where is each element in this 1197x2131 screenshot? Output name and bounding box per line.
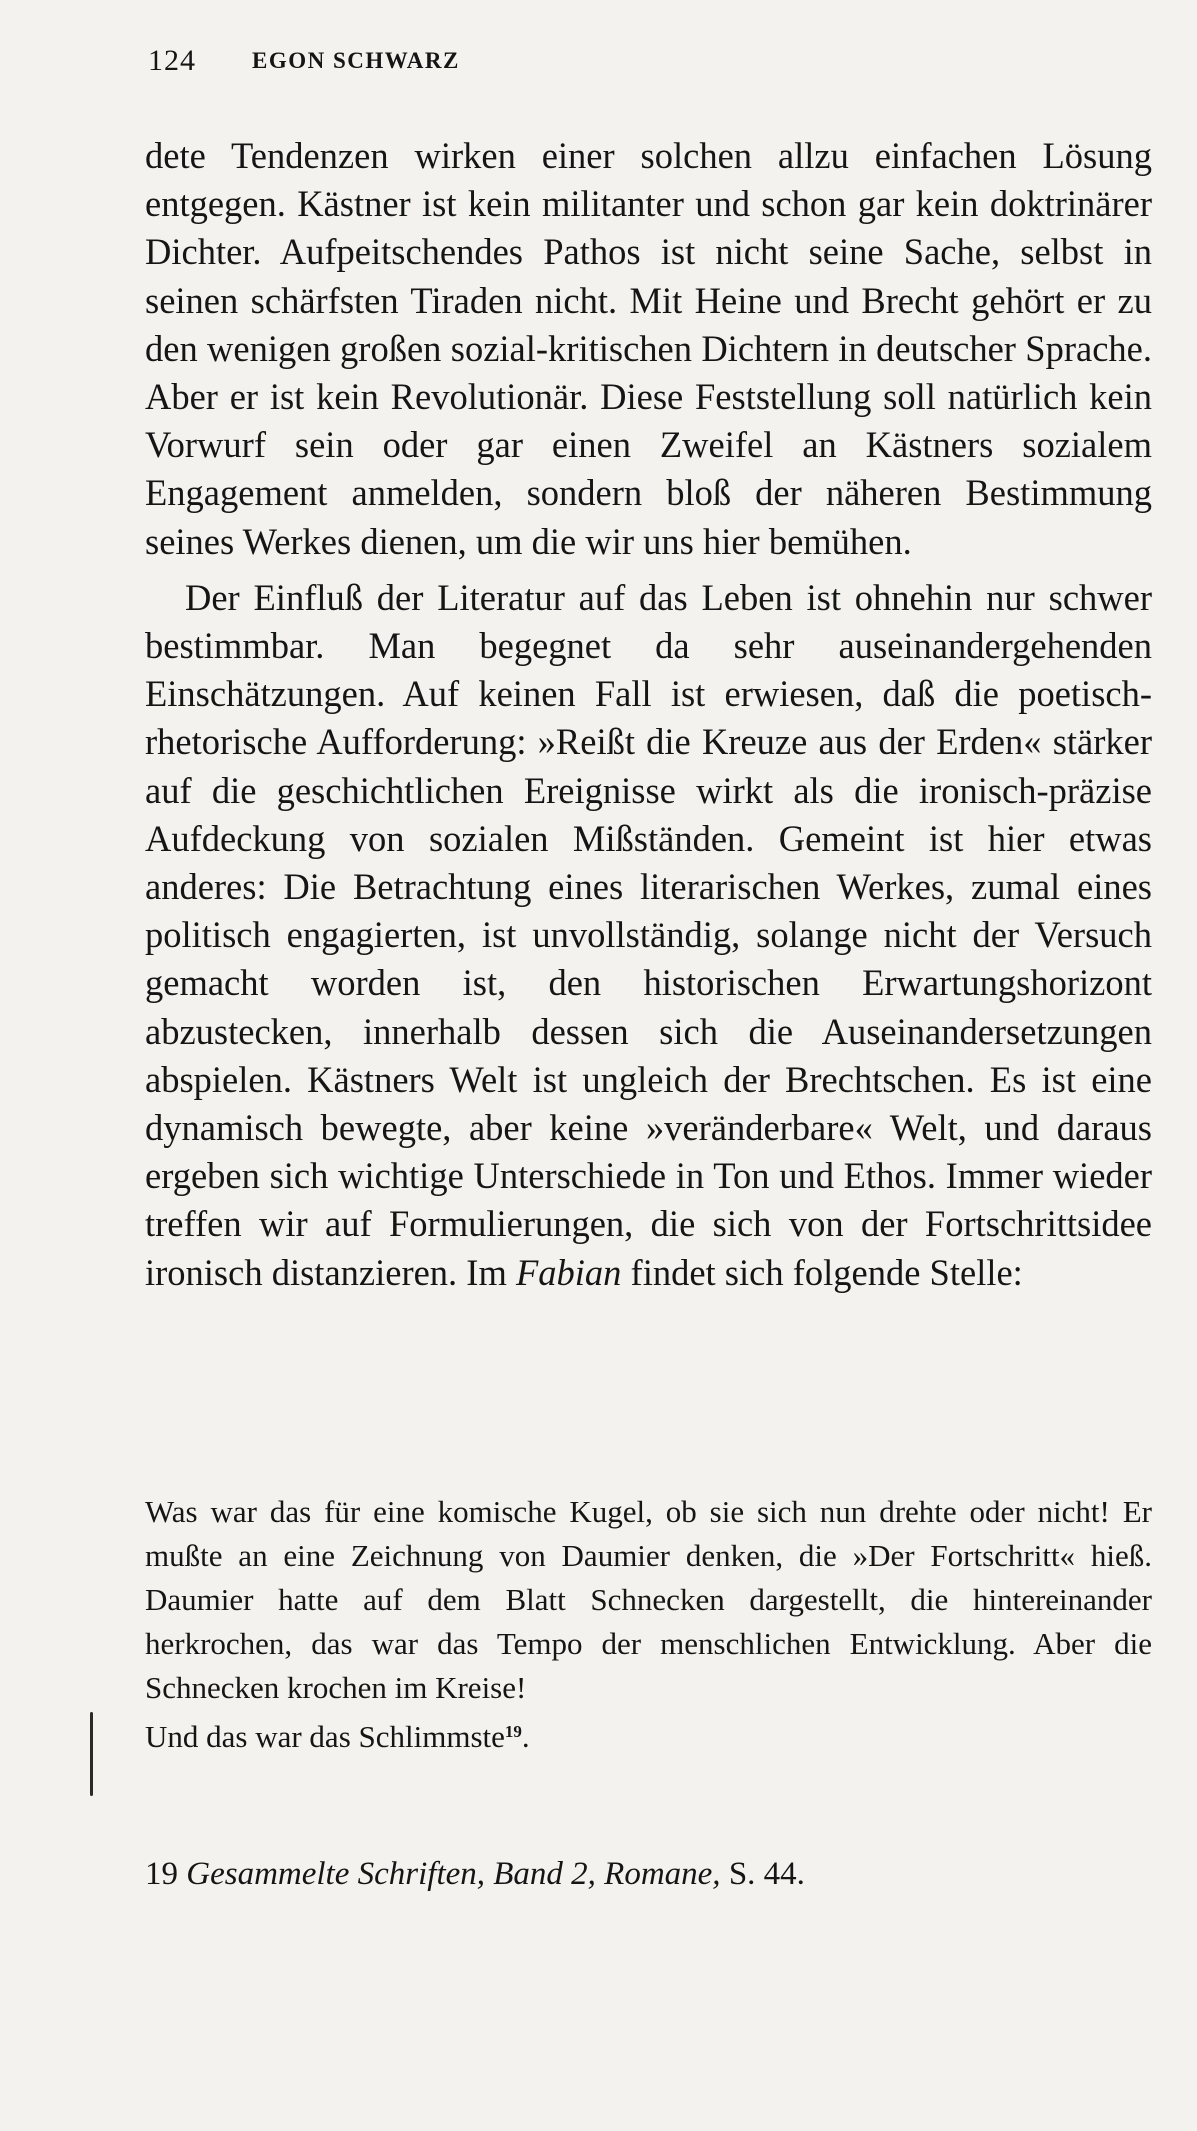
quote-last-line: [145, 1710, 1152, 1759]
page-number: 124: [148, 44, 196, 77]
footnote-number: 19: [145, 1856, 178, 1892]
paragraph-2: [145, 574, 1152, 1297]
quote-text: Was war das für eine komische Kugel, ob sie sich nun drehte oder nicht! Er mußte an eine Zeichnung von Daumier denken, die »Der Fortschritt« hieß. Daumier hatte auf dem Blatt Schnecken dargestellt, die hintereinander herkrochen, das war das Tempo der menschlichen Entwicklung. Aber die Schnecken krochen im Kreise!: [145, 1494, 1152, 1705]
footnote: [145, 1852, 1152, 1896]
paragraph-1: dete Tendenzen wirken einer solchen allzu einfachen Lösung entgegen. Kästner ist kein militanter und schon gar kein doktrinärer Dichter. Aufpeitschendes Pathos ist nicht seine Sache, selbst in seinen schärfsten Tiraden nicht. Mit Heine und Brecht gehört er zu den wenigen großen sozial-kritischen Dichtern in deutscher Sprache. Aber er ist kein Revolutionär. Diese Feststellung soll natürlich kein Vorwurf sein oder gar einen Zweifel an Kästners sozialem Engagement anmelden, sondern bloß der näheren Bestimmung seines Werkes dienen, um die wir uns hier bemühen.: [145, 135, 1152, 562]
paragraph-2-end: findet sich folgende Stelle:: [621, 1251, 1023, 1293]
footnote-page: S. 44.: [720, 1856, 805, 1892]
quote-end-punct: .: [521, 1719, 530, 1754]
footnote-source-title: Gesammelte Schriften, Band 2, Romane,: [186, 1856, 721, 1892]
margin-pencil-mark: [90, 1712, 93, 1796]
main-text: [145, 132, 1152, 1297]
book-title-fabian: Fabian: [515, 1251, 622, 1293]
quote-last-line-text: Und das war das Schlimmste: [145, 1719, 505, 1754]
block-quote: [145, 1490, 1152, 1759]
paragraph-2-text: Der Einfluß der Literatur auf das Leben ist ohnehin nur schwer bestimmbar. Man begegnet da sehr auseinandergehenden Einschätzungen. Auf keinen Fall ist erwiesen, daß die poetisch-rhetorische Aufforderung: »Reißt die Kreuze aus der Erden« stärker auf die geschichtlichen Ereignisse wirkt als die ironisch-präzise Aufdeckung von sozialen Mißständen. Gemeint ist hier etwas anderes: Die Betrachtung eines literarischen Werkes, zumal eines politisch engagierten, ist unvollständig, solange nicht der Versuch gemacht worden ist, den historischen Erwartungshorizont abzustecken, innerhalb dessen sich die Auseinandersetzungen abspielen. Kästners Welt ist ungleich der Brechtschen. Es ist eine dynamisch bewegte, aber keine »veränderbare« Welt, und daraus ergeben sich wichtige Unterschiede in Ton und Ethos. Immer wieder treffen wir auf Formulierungen, die sich von der Fortschrittsidee ironisch distanzieren. Im: [145, 576, 1152, 1293]
footnote-reference: 19: [504, 1722, 522, 1741]
running-head-author: EGON SCHWARZ: [252, 48, 460, 73]
running-head: [148, 38, 1048, 88]
